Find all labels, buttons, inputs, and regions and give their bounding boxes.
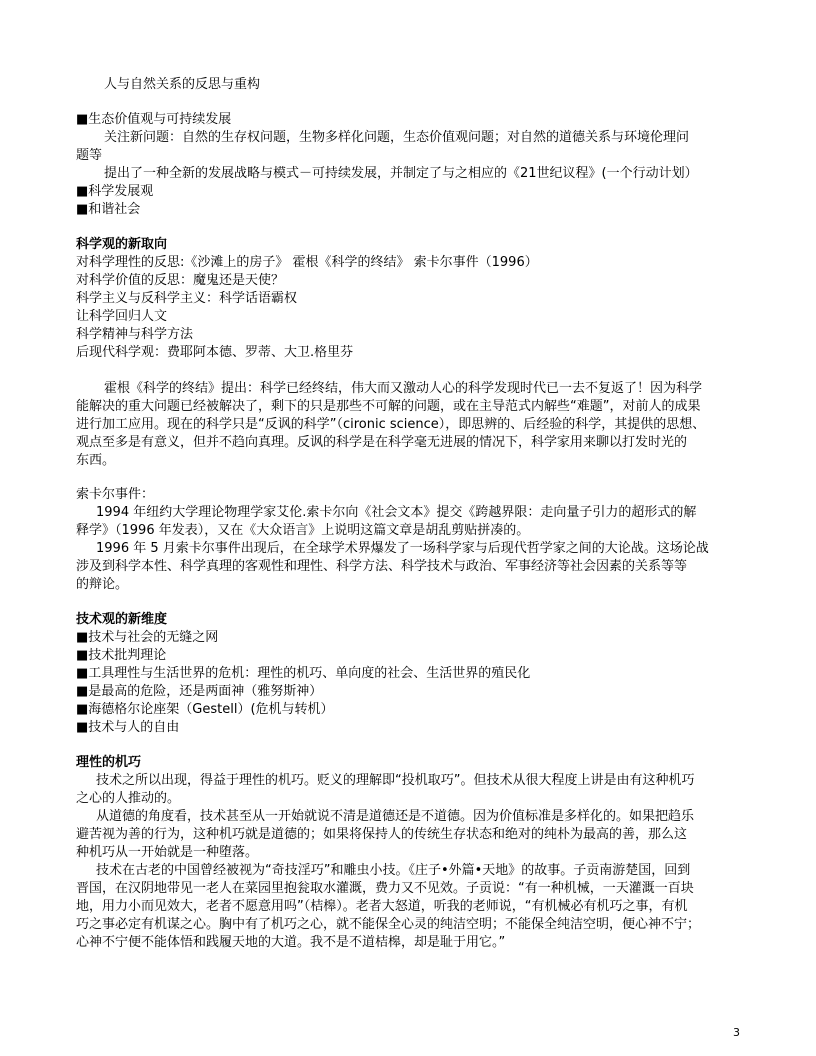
para-new-issues-line1: 关注新问题：自然的生存权问题，生物多样化问题，生态价值观问题；对自然的道德关系与环境伦理问 [104, 130, 690, 145]
bullet-harmony: ■和谐社会 [76, 202, 141, 217]
reason-p1-line: 技术之所以出现，得益于理性的机巧。贬义的理解即“投机取巧”。但技术从很大程度上讲是由有这种机巧 [96, 773, 695, 788]
sokal-para2-line: 1996 年 5 月索卡尔事件出现后，在全球学术界爆发了一场科学家与后现代哲学家之间的大论战。这场论战 [96, 541, 709, 556]
bullet-eco-values: ■生态价值观与可持续发展 [76, 112, 232, 127]
reason-p3-line: 技术在古老的中国曾经被视为“奇技淫巧”和雕虫小技。《庄子•外篇•天地》的故事。子贡南游楚国，回到 [96, 863, 691, 878]
reason-p3-line: 巧之事必定有机谋之心。胸中有了机巧之心，就不能保全心灵的纯洁空明；不能保全纯洁空明，便心神不宁； [76, 917, 701, 932]
science-line: 对科学理性的反思:《沙滩上的房子》 霍根《科学的终结》 索卡尔事件（1996） [76, 255, 538, 270]
reason-p1-line: 之心的人推动的。 [76, 791, 181, 806]
reason-p2-line: 种机巧从一开始就是一种堕落。 [76, 845, 259, 860]
page-number: 3 [733, 1026, 740, 1039]
reason-p2-line: 从道德的角度看，技术甚至从一开始就说不清是道德还是不道德。因为价值标准是多样化的。如果把趋乐 [96, 809, 695, 824]
tech-item: ■工具理性与生活世界的危机：理性的机巧、单向度的社会、生活世界的殖民化 [76, 666, 531, 681]
science-line: 让科学回归人文 [76, 309, 168, 324]
science-line: 科学主义与反科学主义：科学话语霸权 [76, 291, 298, 306]
intro-title: 人与自然关系的反思与重构 [104, 77, 261, 92]
sokal-para1-line: 释学》（1996 年发表），又在《大众语言》上说明这篇文章是胡乱剪贴拼凑的。 [76, 523, 530, 538]
tech-item: ■技术与社会的无缝之网 [76, 630, 219, 645]
tech-item: ■海德格尔论座架（Gestell）(危机与转机） [76, 702, 334, 717]
science-line: 科学精神与科学方法 [76, 327, 194, 342]
bullet-sci-dev: ■科学发展观 [76, 184, 154, 199]
reason-p3-line: 心神不宁便不能体悟和践履天地的大道。我不是不道桔槔，却是耻于用它。” [76, 935, 506, 950]
reason-p3-line: 晋国，在汉阴地带见一老人在菜园里抱瓮取水灌溉，费力又不见效。子贡说：“有一种机械，一天灌溉一百块 [76, 881, 694, 896]
tech-item: ■技术批判理论 [76, 648, 167, 663]
heading-reason: 理性的机巧 [76, 755, 142, 770]
horgan-para-line: 东西。 [76, 453, 116, 468]
heading-science: 科学观的新取向 [76, 237, 168, 252]
heading-technology: 技术观的新维度 [76, 612, 168, 627]
sokal-para2-line: 涉及到科学本性、科学真理的客观性和理性、科学方法、科学技术与政治、军事经济等社会因素的关系等等 [76, 559, 688, 574]
sokal-para2-line: 的辩论。 [76, 577, 129, 592]
horgan-para-line: 霍根《科学的终结》提出：科学已经终结，伟大而又激动人心的科学发现时代已一去不复返了！因为科学 [104, 381, 703, 396]
para-new-issues-line2: 题等 [76, 148, 103, 163]
horgan-para-line: 进行加工应用。现在的科学只是“反讽的科学”（cironic science），即思辨的、后经验的科学，其提供的思想、 [76, 417, 706, 432]
tech-item: ■技术与人的自由 [76, 720, 180, 735]
horgan-para-line: 能解决的重大问题已经被解决了，剩下的只是那些不可解的问题，或在主导范式内解些“难题”，对前人的成果 [76, 399, 701, 414]
science-line: 后现代科学观：费耶阿本德、罗蒂、大卫.格里芬 [76, 345, 354, 360]
reason-p2-line: 避苦视为善的行为，这种机巧就是道德的；如果将保持人的传统生存状态和绝对的纯朴为最高的善，那么这 [76, 827, 688, 842]
horgan-para-line: 观点至多是有意义，但并不趋向真理。反讽的科学是在科学毫无进展的情况下，科学家用来聊以打发时光的 [76, 435, 688, 450]
reason-p3-line: 地，用力小而见效大，老者不愿意用吗”（桔槔）。老者大怒道，听我的老师说，“有机械必有机巧之事，有机 [76, 899, 688, 914]
sokal-para1-line: 1994 年纽约大学理论物理学家艾伦.索卡尔向《社会文本》提交《跨越界限：走向量子引力的超形式的解 [96, 505, 697, 520]
sokal-label: 索卡尔事件： [76, 487, 155, 502]
para-sustainable: 提出了一种全新的发展战略与模式－可持续发展，并制定了与之相应的《21世纪议程》(一个行动计划） [104, 166, 698, 181]
science-line: 对科学价值的反思：魔鬼还是天使？ [76, 273, 285, 288]
tech-item: ■是最高的危险，还是两面神（雅努斯神） [76, 684, 323, 699]
